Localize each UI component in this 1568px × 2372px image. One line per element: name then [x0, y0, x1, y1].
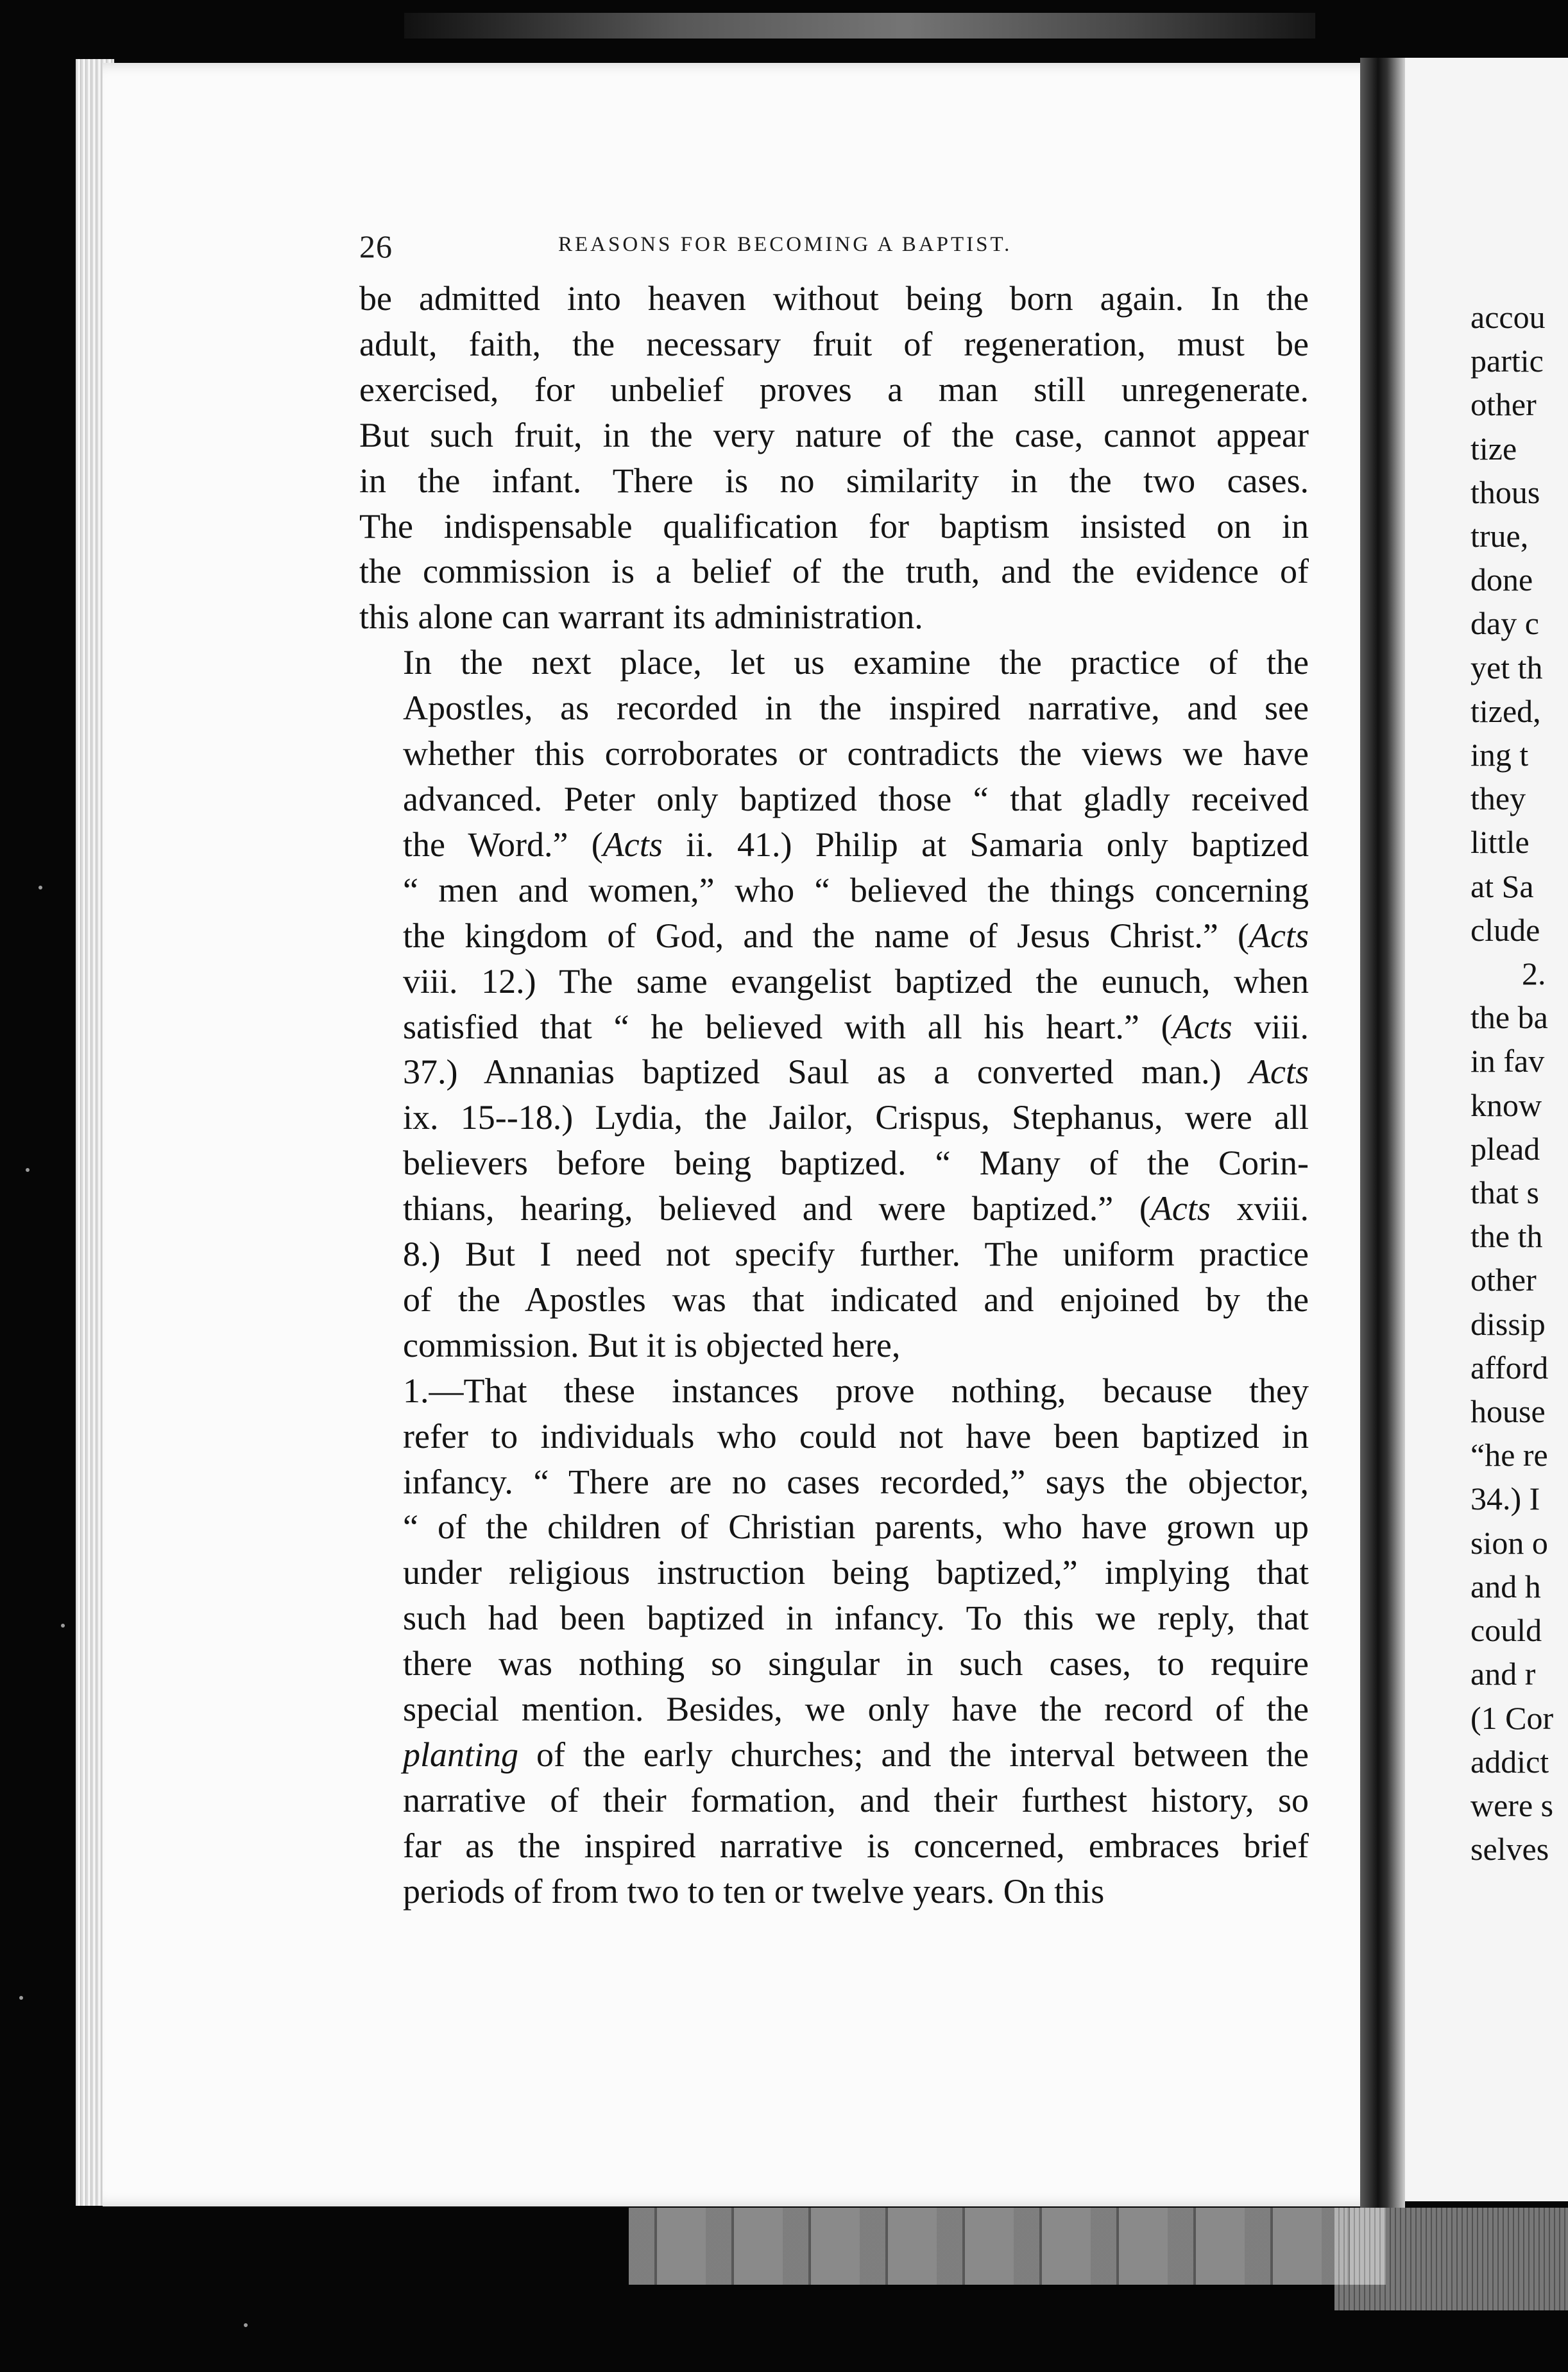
text-line: But such fruit, in the very nature of the case, cannot appear — [359, 415, 1309, 454]
text-line: the commission is a belief of the truth, and the evidence of — [359, 552, 1309, 591]
page-header — [359, 228, 1315, 266]
text-line: viii. 12.) The same evangelist baptized the eunuch, when — [403, 961, 1309, 1001]
text-line: infancy. “ There are no cases recorded,” says the objector, — [403, 1462, 1309, 1501]
scan-speck — [244, 2323, 248, 2327]
facing-line-fragment: dissip — [1470, 1305, 1546, 1342]
text-line: The indispensable qualification for baptism insisted on in — [359, 506, 1309, 546]
facing-line-fragment: were s — [1470, 1787, 1554, 1823]
text-line: special mention. Besides, we only have the record of the — [403, 1690, 1309, 1729]
facing-line-fragment: that s — [1470, 1174, 1539, 1211]
text-line: satisfied that “ he believed with all his heart.” (Acts viii. — [403, 1007, 1309, 1046]
facing-line-fragment: partic — [1470, 343, 1544, 379]
book-top-edge — [404, 13, 1315, 39]
text-line: refer to individuals who could not have been baptized in — [403, 1416, 1309, 1456]
facing-line-fragment: and r — [1470, 1656, 1536, 1692]
facing-line-fragment: (1 Cor — [1470, 1699, 1554, 1736]
text-line: periods of from two to ten or twelve years. On this — [403, 1871, 1105, 1911]
text-line: far as the inspired narrative is concerned, embraces brief — [403, 1826, 1309, 1865]
facing-line-fragment: the th — [1470, 1218, 1543, 1255]
facing-line-fragment: 2. — [1522, 956, 1546, 992]
text-line: 8.) But I need not specify further. The uniform practice — [403, 1235, 1309, 1274]
text-line: Apostles, as recorded in the inspired narrative, and see — [403, 689, 1309, 728]
facing-line-fragment: could — [1470, 1612, 1542, 1649]
facing-line-fragment: afford — [1470, 1349, 1549, 1386]
text-line: there was nothing so singular in such cases, to require — [403, 1644, 1309, 1683]
text-line: exercised, for unbelief proves a man still unregenerate. — [359, 370, 1309, 409]
text-line: whether this corroborates or contradicts the views we have — [403, 734, 1309, 773]
facing-line-fragment: clude — [1470, 911, 1540, 948]
paragraph — [359, 640, 1309, 1368]
facing-line-fragment: 34.) I — [1470, 1481, 1540, 1517]
facing-line-fragment: true, — [1470, 518, 1529, 554]
facing-line-fragment: accou — [1470, 299, 1546, 335]
facing-line-fragment: sion o — [1470, 1524, 1548, 1561]
text-line: In the next place, let us examine the practice of the — [403, 643, 1309, 682]
facing-line-fragment: “he re — [1470, 1437, 1548, 1474]
paragraph — [359, 276, 1309, 640]
text-line: be admitted into heaven without being born again. In the — [359, 279, 1309, 318]
paragraph — [359, 1368, 1309, 1914]
facing-line-fragment: thous — [1470, 474, 1540, 510]
facing-line-fragment: other — [1470, 386, 1537, 423]
facing-line-fragment: ing t — [1470, 737, 1529, 773]
facing-page-text — [1470, 295, 1568, 1871]
text-line: ix. 15--18.) Lydia, the Jailor, Crispus, Stephanus, were all — [403, 1098, 1309, 1137]
text-line: planting of the early churches; and the interval between the — [403, 1735, 1309, 1774]
text-line: this alone can warrant its administration. — [359, 597, 923, 637]
facing-line-fragment: plead — [1470, 1130, 1540, 1167]
text-line: believers before being baptized. “ Many of the Corin- — [403, 1144, 1309, 1183]
text-line: advanced. Peter only baptized those “ that gladly received — [403, 779, 1309, 818]
facing-line-fragment: day c — [1470, 605, 1539, 642]
binding-tabs — [629, 2208, 1386, 2285]
facing-line-fragment: know — [1470, 1087, 1542, 1123]
text-line: the kingdom of God, and the name of Jesus Christ.” (Acts — [403, 916, 1309, 955]
binding-tabs-right — [1334, 2208, 1568, 2310]
text-line: narrative of their formation, and their furthest history, so — [403, 1780, 1309, 1819]
running-head: REASONS FOR BECOMING A BAPTIST. — [558, 233, 1012, 256]
scan-speck — [38, 886, 42, 890]
text-line: adult, faith, the necessary fruit of regeneration, must be — [359, 324, 1309, 363]
scan-speck — [26, 1168, 30, 1172]
scan-speck — [19, 1996, 23, 2000]
facing-line-fragment: other — [1470, 1262, 1537, 1298]
facing-line-fragment: and h — [1470, 1568, 1541, 1604]
text-line: thians, hearing, believed and were baptized.” (Acts xviii. — [403, 1189, 1309, 1228]
page-number: 26 — [359, 228, 393, 264]
scan-speck — [61, 1624, 65, 1628]
facing-line-fragment: at Sa — [1470, 868, 1534, 904]
facing-line-fragment: done — [1470, 562, 1533, 598]
body-text — [359, 276, 1309, 1914]
facing-line-fragment: little — [1470, 824, 1530, 861]
text-line: in the infant. There is no similarity in the two cases. — [359, 461, 1309, 500]
facing-line-fragment: house — [1470, 1393, 1546, 1430]
facing-line-fragment: yet th — [1470, 649, 1543, 685]
facing-line-fragment: selves — [1470, 1831, 1549, 1868]
text-line: under religious instruction being baptized,” implying that — [403, 1553, 1309, 1592]
facing-line-fragment: tize — [1470, 430, 1517, 467]
facing-line-fragment: they — [1470, 780, 1526, 817]
text-line: 37.) Annanias baptized Saul as a converted man.) Acts — [403, 1053, 1309, 1092]
facing-line-fragment: tized, — [1470, 692, 1541, 729]
text-line: the Word.” (Acts ii. 41.) Philip at Samaria only baptized — [403, 825, 1309, 864]
text-line: such had been baptized in infancy. To this we reply, that — [403, 1599, 1309, 1638]
book-gutter — [1360, 58, 1405, 2208]
text-line: of the Apostles was that indicated and enjoined by the — [403, 1280, 1309, 1319]
facing-line-fragment: addict — [1470, 1743, 1549, 1780]
text-line: “ men and women,” who “ believed the things concerning — [403, 870, 1309, 909]
text-line: commission. But it is objected here, — [403, 1325, 901, 1364]
facing-line-fragment: in fav — [1470, 1043, 1545, 1079]
facing-line-fragment: the ba — [1470, 999, 1548, 1036]
text-line: “ of the children of Christian parents, who have grown up — [403, 1508, 1309, 1547]
text-line: 1.—That these instances prove nothing, because they — [403, 1371, 1309, 1410]
